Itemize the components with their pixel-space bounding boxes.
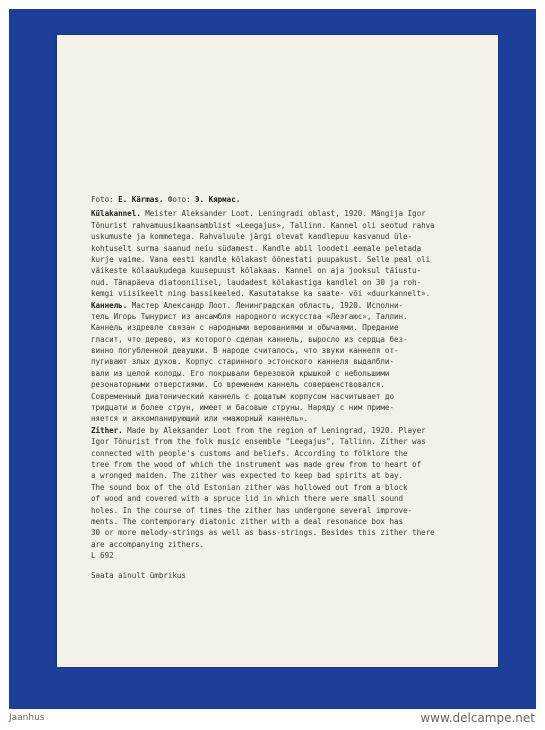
site-watermark: www.delcampe.net	[420, 711, 535, 725]
description-text	[91, 194, 486, 581]
estonian-heading: Külakannel.	[91, 209, 141, 219]
text-line: kohtuselt surma saanud neiu südamest. Kandle abil loodeti eemale peletada	[91, 243, 422, 253]
text-line: няется и аккомпанирующий или «мажорный каннель».	[91, 414, 309, 424]
text-line: тель Игорь Тынурист из ансамбля народного искусства «Леэгаюс», Таллин.	[91, 311, 408, 321]
catalog-code: L 692	[91, 551, 114, 561]
text-line: Современный диатонический каннель с дощатым корпусом насчитывает до	[91, 391, 394, 401]
estonian-paragraph	[91, 208, 486, 299]
text-line: kemgi viisikeelt ning bassikeeled. Kasutatakse ka saate- või «duurkannelt».	[91, 289, 431, 299]
text-line: резонаторными отверстиями. Со временем каннель совершенствовался.	[91, 380, 385, 390]
text-line: ments. The contemporary diatonic zither with a deal resonance box has	[91, 516, 404, 526]
text-line: винно погубленной девушки. В народе считалось, что звуки каннеля от-	[91, 346, 399, 356]
text-line: пугивают злых духов. Корпус старинного эстонского каннеля выдалбли-	[91, 357, 394, 367]
text-line: Igor Tõnurist from the folk music ensemble "Leegajus", Tallinn. Zither was	[91, 437, 426, 447]
credit-lead: Foto:	[91, 195, 114, 204]
text-line: nud. Tänapäeva diatoonilisel, laudadest kõlakastiga kandlel on 30 ja roh-	[91, 277, 422, 287]
photographer-name: E. Kärmas.	[118, 195, 164, 204]
text-line: Tõnurist rahvamuusikaansamblist «Leegajus», Tallinn. Kannel oli seotud rahva	[91, 220, 435, 230]
russian-heading: Каннель.	[91, 300, 128, 310]
mailing-note: Saata ainult ümbrikus	[91, 570, 186, 580]
text-line: tree from the wood of which the instrument was made grew from to heart of	[91, 459, 422, 469]
photographer-name-ru: Э. Кярмас.	[195, 195, 241, 204]
text-line: kurje vaime. Vana eesti kandle kõlakast õõnestati puupakust. Selle peal oli	[91, 254, 431, 264]
postcard-back	[57, 35, 498, 667]
seller-watermark: Jaanhus	[9, 713, 45, 723]
text-line: Made by Aleksander Loot from the region of Leningrad, 1920. Player	[122, 425, 426, 435]
text-line: väikeste kõlaaukudega kuusepuust kõlakaas. Kannel on aja jooksul täiustu-	[91, 266, 422, 276]
text-line: вали из целой колоды. Его покрывали березовой крышкой с небольшими	[91, 368, 390, 378]
text-line: Meister Aleksander Loot. Leningradi oblast, 1920. Mängija Igor	[140, 209, 426, 219]
text-line: 30 or more melody-strings as well as bass-strings. Besides this zither there	[91, 528, 435, 538]
text-line: гласит, что дерево, из которого сделан каннель, выросло из сердца без-	[91, 334, 408, 344]
text-line: The sound box of the old Estonian zither was hollowed out from a block	[91, 482, 408, 492]
text-line: holes. In the course of times the zither has undergone several improve-	[91, 505, 413, 515]
text-line: a wronged maiden. The zither was expected to keep bad spirits at bay.	[91, 471, 404, 481]
photo-credit	[91, 194, 486, 205]
english-heading: Zither.	[91, 425, 123, 435]
credit-lead-ru: Фото:	[167, 195, 191, 204]
text-line: Каннель издревле связан с народными верованиями и обычаями. Предание	[91, 323, 399, 333]
english-paragraph	[91, 425, 486, 550]
text-line: connected with people's customs and beliefs. According to folklore the	[91, 448, 408, 458]
text-line: of wood and covered with a spruce lid in which there were small sound	[91, 494, 404, 504]
text-line: uskumuste ja kommetega. Rahvaluule järgi olevat kandlepuu kasvanud üle-	[91, 232, 413, 242]
russian-paragraph	[91, 300, 486, 425]
text-line: тридцати и более струн, имеет и басовые струны. Наряду с ним приме-	[91, 403, 394, 413]
text-line: Мастер Александр Лоот. Ленинградская область, 1920. Исполни-	[127, 300, 404, 310]
text-line: are accompanying zithers.	[91, 539, 205, 549]
